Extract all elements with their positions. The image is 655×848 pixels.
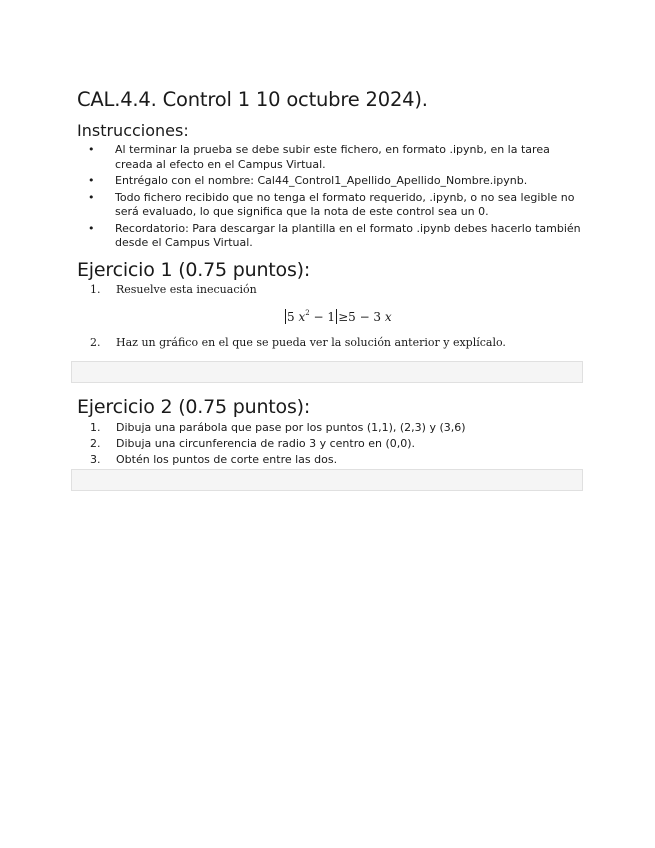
formula-minus-one: − 1 <box>313 310 336 324</box>
bullet-icon: • <box>88 174 95 187</box>
item-number: 3. <box>90 453 101 466</box>
abs-bar-left <box>285 309 286 324</box>
item-number: 2. <box>90 336 101 349</box>
instruction-text: Todo fichero recibido que no tenga el formato requerido, .ipynb, o no sea legible no será evaluado, lo que significa que la nota de este control sea un 0. <box>115 190 575 218</box>
formula-var: x <box>298 310 306 324</box>
item-number: 2. <box>90 437 101 450</box>
item-text: Dibuja una parábola que pase por los puntos (1,1), (2,3) y (3,6) <box>116 421 466 434</box>
list-item <box>88 174 588 189</box>
formula-rhs: ≥5 − 3 <box>338 310 382 324</box>
item-text: Resuelve esta inecuación <box>116 283 257 296</box>
list-item <box>88 143 588 172</box>
instructions-heading: Instrucciones: <box>77 121 189 140</box>
list-item <box>90 420 466 436</box>
exercise1-list <box>90 283 257 297</box>
exercise1-list-continued <box>90 336 506 350</box>
item-number: 1. <box>90 283 101 296</box>
list-item <box>90 283 257 297</box>
instruction-text: Al terminar la prueba se debe subir este fichero, en formato .ipynb, en la tarea creada al efecto en el Campus Virtual. <box>115 143 550 171</box>
instruction-text: Recordatorio: Para descargar la plantilla en el formato .ipynb debes hacerlo también desde el Campus Virtual. <box>115 221 581 249</box>
list-item <box>90 452 466 468</box>
bullet-icon: • <box>88 190 95 204</box>
item-text: Haz un gráfico en el que se pueda ver la solución anterior y explícalo. <box>116 336 506 349</box>
code-cell-exercise2[interactable] <box>71 469 583 491</box>
item-text: Dibuja una circunferencia de radio 3 y centro en (0,0). <box>116 437 416 450</box>
formula-exp: 2 <box>305 309 310 317</box>
exercise2-heading: Ejercicio 2 (0.75 puntos): <box>77 396 311 418</box>
formula-rhs-var: x <box>384 310 392 324</box>
formula-coef: 5 <box>287 310 295 324</box>
bullet-icon: • <box>88 221 95 235</box>
list-item <box>90 436 466 452</box>
bullet-icon: • <box>88 143 95 156</box>
exercise1-heading: Ejercicio 1 (0.75 puntos): <box>77 259 311 281</box>
list-item <box>90 336 506 350</box>
page-title: CAL.4.4. Control 1 10 octubre 2024). <box>77 88 428 111</box>
list-item <box>88 222 588 251</box>
code-cell-exercise1[interactable] <box>71 361 583 383</box>
list-item <box>88 191 588 220</box>
instructions-list <box>88 143 588 253</box>
item-number: 1. <box>90 421 101 434</box>
inequality-formula <box>284 309 392 324</box>
exercise2-list <box>90 420 466 468</box>
item-text: Obtén los puntos de corte entre las dos. <box>116 453 338 466</box>
abs-bar-right <box>336 309 337 324</box>
instruction-text: Entrégalo con el nombre: Cal44_Control1_Apellido_Apellido_Nombre.ipynb. <box>115 174 528 187</box>
